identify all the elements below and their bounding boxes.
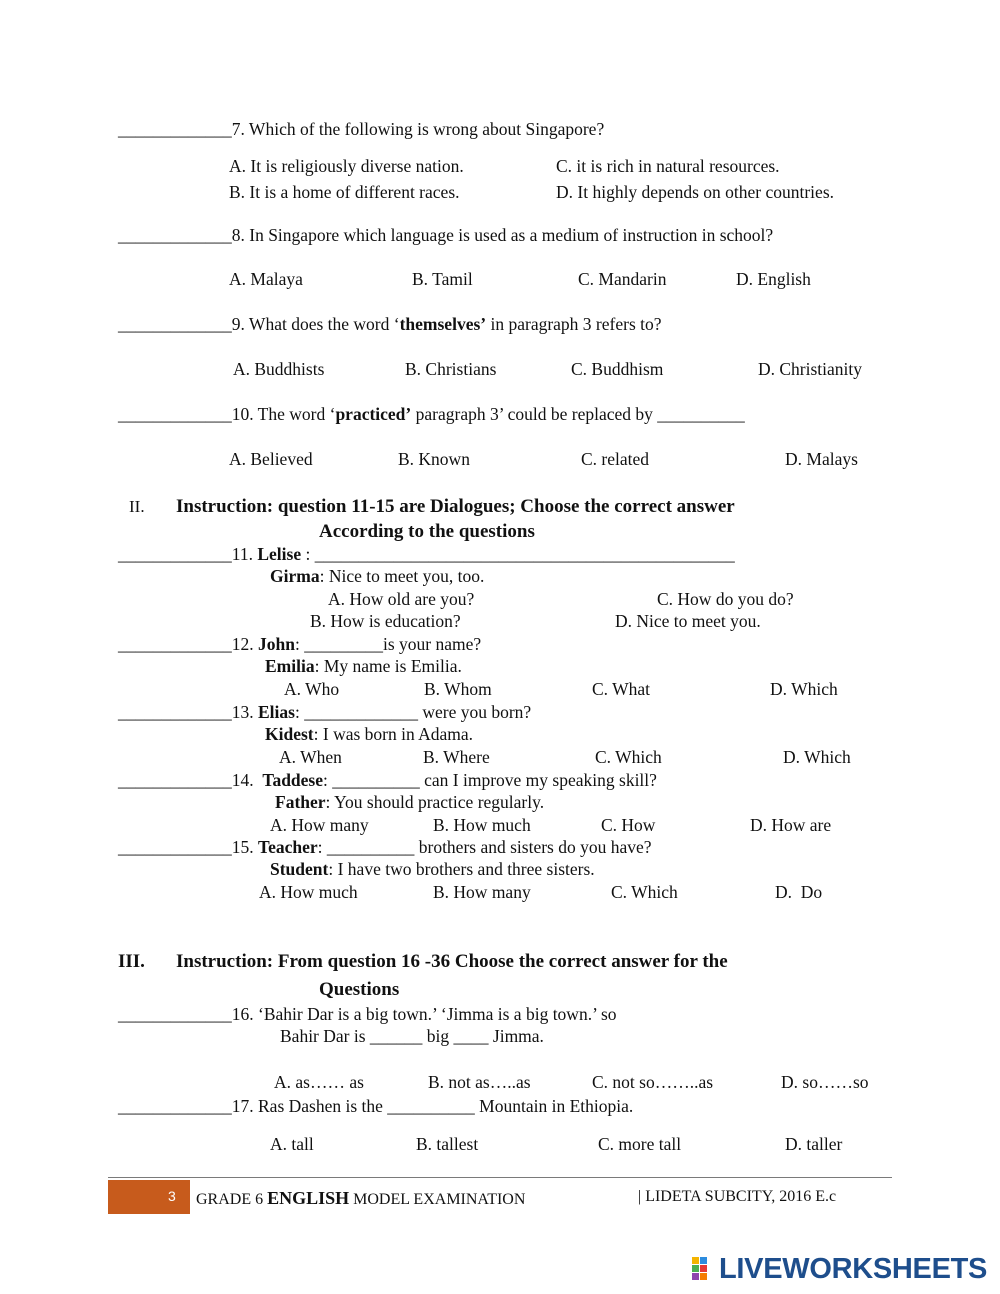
q16-option-a[interactable]: A. as…… as (274, 1072, 364, 1092)
dialogue-line: : My name is Emilia. (314, 656, 462, 676)
question-number: 14. (231, 770, 263, 790)
q16-option-c[interactable]: C. not so……..as (592, 1072, 714, 1092)
q9-option-d[interactable]: D. Christianity (758, 359, 863, 379)
q9-option-a[interactable]: A. Buddhists (233, 359, 325, 379)
speaker: Emilia (265, 656, 315, 676)
question-text: 7. Which of the following is wrong about Singapore? (231, 119, 605, 139)
liveworksheets-logo-text[interactable]: LIVEWORKSHEETS (719, 1253, 988, 1285)
speaker: Girma (270, 566, 320, 586)
question-16 (118, 1006, 617, 1024)
q8-option-c[interactable]: C. Mandarin (578, 269, 667, 289)
answer-blank[interactable]: _____________ (118, 837, 232, 857)
q7-option-c[interactable]: C. it is rich in natural resources. (556, 156, 780, 176)
keyword: practiced’ (335, 404, 412, 424)
q7-option-a[interactable]: A. It is religiously diverse nation. (229, 156, 464, 176)
speaker: Father (275, 792, 326, 812)
speaker: Student (270, 859, 329, 879)
question-10 (118, 406, 745, 424)
q14-option-a[interactable]: A. How many (270, 815, 369, 835)
q12-option-c[interactable]: C. What (592, 679, 651, 699)
question-number: 15. (231, 837, 258, 857)
q7-option-d[interactable]: D. It highly depends on other countries. (556, 182, 835, 202)
dialogue-line: : _____________ were you born? (294, 702, 532, 722)
question-text: 17. Ras Dashen is the __________ Mountain in Ethiopia. (231, 1096, 634, 1116)
question-16-line-2: Bahir Dar is ______ big ____ Jimma. (280, 1026, 544, 1046)
liveworksheets-logo-icon (692, 1257, 716, 1281)
answer-blank[interactable]: _____________ (118, 119, 232, 139)
question-number: 13. (231, 702, 258, 722)
question-number: 11. (231, 544, 258, 564)
q13-option-b[interactable]: B. Where (423, 747, 490, 767)
answer-blank[interactable]: _____________ (118, 544, 232, 564)
answer-blank[interactable]: _____________ (118, 634, 232, 654)
q8-option-b[interactable]: B. Tamil (412, 269, 473, 289)
question-text: 16. ‘Bahir Dar is a big town.’ ‘Jimma is a big town.’ so (231, 1004, 617, 1024)
speaker: Kidest (265, 724, 314, 744)
q15-option-c[interactable]: C. Which (611, 882, 678, 902)
question-text-end: in paragraph 3 refers to? (486, 314, 662, 334)
dialogue-line: : __________ can I improve my speaking skill? (323, 770, 657, 790)
question-7 (118, 121, 604, 139)
question-15 (118, 839, 652, 857)
q13-response (265, 726, 473, 744)
dialogue-line: : ________________________________________________ (301, 544, 735, 564)
q8-option-d[interactable]: D. English (736, 269, 811, 289)
answer-blank[interactable]: _____________ (118, 225, 232, 245)
q11-option-d[interactable]: D. Nice to meet you. (615, 611, 761, 631)
footer-title (196, 1189, 525, 1208)
q13-option-a[interactable]: A. When (279, 747, 342, 767)
q11-response (270, 568, 484, 586)
section-3-instruction-cont: Questions (319, 979, 400, 1000)
keyword: themselves’ (399, 314, 487, 334)
q12-response (265, 658, 462, 676)
question-14 (118, 772, 657, 790)
question-13 (118, 704, 531, 722)
dialogue-line: : Nice to meet you, too. (319, 566, 485, 586)
question-8 (118, 227, 773, 245)
footer-exam: MODEL EXAMINATION (349, 1191, 526, 1208)
section-2-instruction: Instruction: question 11-15 are Dialogues; Choose the correct answer (176, 496, 735, 517)
q11-option-a[interactable]: A. How old are you? (328, 589, 475, 609)
q12-option-d[interactable]: D. Which (770, 679, 838, 699)
q10-option-a[interactable]: A. Believed (229, 449, 313, 469)
q15-option-d[interactable]: D. Do (775, 882, 823, 902)
dialogue-line: : You should practice regularly. (325, 792, 545, 812)
q15-response (270, 861, 595, 879)
q10-option-c[interactable]: C. related (581, 449, 650, 469)
q17-option-c[interactable]: C. more tall (598, 1134, 682, 1154)
q17-option-a[interactable]: A. tall (270, 1134, 314, 1154)
dialogue-line: : I was born in Adama. (313, 724, 474, 744)
speaker: Lelise (257, 544, 302, 564)
section-3-number: III. (118, 951, 145, 972)
speaker: John (258, 634, 295, 654)
q13-option-c[interactable]: C. Which (595, 747, 662, 767)
footer-location: | LIDETA SUBCITY, 2016 E.c (638, 1188, 837, 1205)
q12-option-b[interactable]: B. Whom (424, 679, 492, 699)
q11-option-c[interactable]: C. How do you do? (657, 589, 794, 609)
speaker: Teacher (258, 837, 318, 857)
dialogue-line: : _________is your name? (294, 634, 482, 654)
q10-option-b[interactable]: B. Known (398, 449, 470, 469)
footer-divider (108, 1177, 892, 1178)
q9-option-c[interactable]: C. Buddhism (571, 359, 664, 379)
question-9 (118, 316, 662, 334)
q17-option-b[interactable]: B. tallest (416, 1134, 479, 1154)
q14-option-b[interactable]: B. How much (433, 815, 531, 835)
question-text-end: paragraph 3’ could be replaced by __________ (411, 404, 745, 424)
section-3-instruction: Instruction: From question 16 -36 Choose the correct answer for the (176, 951, 728, 972)
answer-blank[interactable]: _____________ (118, 770, 232, 790)
footer-grade: GRADE 6 (196, 1191, 268, 1208)
q14-option-c[interactable]: C. How (601, 815, 656, 835)
dialogue-line: : __________ brothers and sisters do you have? (317, 837, 652, 857)
answer-blank[interactable]: _____________ (118, 1096, 232, 1116)
answer-blank[interactable]: _____________ (118, 314, 232, 334)
q10-option-d[interactable]: D. Malays (785, 449, 858, 469)
question-11 (118, 546, 735, 564)
q9-option-b[interactable]: B. Christians (405, 359, 497, 379)
q7-option-b[interactable]: B. It is a home of different races. (229, 182, 460, 202)
question-12 (118, 636, 481, 654)
dialogue-line: : I have two brothers and three sisters. (328, 859, 595, 879)
q12-option-a[interactable]: A. Who (284, 679, 340, 699)
q8-option-a[interactable]: A. Malaya (229, 269, 303, 289)
q17-option-d[interactable]: D. taller (785, 1134, 843, 1154)
section-2-number: II. (129, 497, 145, 516)
q16-option-b[interactable]: B. not as…..as (428, 1072, 531, 1092)
q11-option-b[interactable]: B. How is education? (310, 611, 461, 631)
q15-option-a[interactable]: A. How much (259, 882, 358, 902)
speaker: Taddese (262, 770, 324, 790)
page-number: 3 (168, 1188, 176, 1204)
answer-blank[interactable]: _____________ (118, 1004, 232, 1024)
q14-option-d[interactable]: D. How are (750, 815, 832, 835)
speaker: Elias (258, 702, 295, 722)
section-2-instruction-cont: According to the questions (319, 521, 535, 542)
q13-option-d[interactable]: D. Which (783, 747, 851, 767)
footer-subject: ENGLISH (267, 1188, 350, 1208)
question-number: 12. (231, 634, 258, 654)
answer-blank[interactable]: _____________ (118, 702, 232, 722)
answer-blank[interactable]: _____________ (118, 404, 232, 424)
q15-option-b[interactable]: B. How many (433, 882, 531, 902)
question-17 (118, 1098, 633, 1116)
question-text: 8. In Singapore which language is used as a medium of instruction in school? (231, 225, 774, 245)
q16-option-d[interactable]: D. so……so (781, 1072, 869, 1092)
page-number-box (108, 1180, 190, 1214)
question-text: 10. The word ‘ (231, 404, 336, 424)
q14-response (275, 794, 544, 812)
question-text: 9. What does the word ‘ (231, 314, 400, 334)
